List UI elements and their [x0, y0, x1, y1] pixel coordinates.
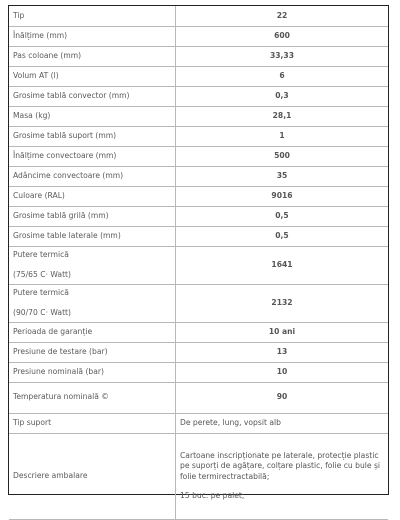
table-row — [9, 106, 388, 126]
row-label: Pas coloane (mm) — [9, 46, 176, 66]
spec-sheet — [8, 5, 389, 500]
table-row — [9, 146, 388, 166]
row-value: 1 — [176, 126, 389, 146]
row-value: 10 ani — [176, 322, 389, 342]
table-row-packaging — [9, 433, 388, 519]
power-label-line2: (90/70 C· Watt) — [13, 308, 71, 317]
row-label — [9, 284, 176, 322]
row-value: 13 — [176, 342, 389, 362]
table-row — [9, 186, 388, 206]
row-label: Culoare (RAL) — [9, 186, 176, 206]
row-label: Presiune de testare (bar) — [9, 342, 176, 362]
row-label: Temperatura nominală © — [9, 382, 176, 413]
table-row — [9, 342, 388, 362]
table-row — [9, 206, 388, 226]
row-label: Înălțime (mm) — [9, 26, 176, 46]
row-value: 0,3 — [176, 86, 389, 106]
row-value: 500 — [176, 146, 389, 166]
row-label: Presiune nominală (bar) — [9, 362, 176, 382]
row-value: 0,5 — [176, 206, 389, 226]
row-label: Grosime tablă suport (mm) — [9, 126, 176, 146]
spec-table — [9, 6, 388, 520]
table-row — [9, 226, 388, 246]
row-label: Grosime table laterale (mm) — [9, 226, 176, 246]
table-row — [9, 66, 388, 86]
row-label: Masa (kg) — [9, 106, 176, 126]
power-label-line1: Putere termică — [13, 287, 69, 297]
row-value: 2132 — [176, 284, 389, 322]
row-value: 28,1 — [176, 106, 389, 126]
row-value: 600 — [176, 26, 389, 46]
row-label: Adâncime convectoare (mm) — [9, 166, 176, 186]
row-label — [9, 246, 176, 284]
table-row — [9, 362, 388, 382]
row-value: 35 — [176, 166, 389, 186]
table-row-support — [9, 413, 388, 433]
table-row-temperature — [9, 382, 388, 413]
row-label: Înălțime convectoare (mm) — [9, 146, 176, 166]
row-label: Grosime tablă convector (mm) — [9, 86, 176, 106]
table-row-power-90-70 — [9, 284, 388, 322]
packaging-text-2: 15 buc. pe palet; — [180, 491, 245, 500]
row-label: Tip — [9, 6, 176, 26]
power-label-line2: (75/65 C· Watt) — [13, 270, 71, 279]
row-value: De perete, lung, vopsit alb — [176, 413, 389, 433]
row-value: 9016 — [176, 186, 389, 206]
row-value: 22 — [176, 6, 389, 26]
row-label: Grosime tablă grilă (mm) — [9, 206, 176, 226]
table-row — [9, 26, 388, 46]
table-row — [9, 126, 388, 146]
power-label-line1: Putere termică — [13, 249, 69, 259]
row-label: Perioada de garanție — [9, 322, 176, 342]
row-value: 33,33 — [176, 46, 389, 66]
table-row — [9, 6, 388, 26]
row-value: 1641 — [176, 246, 389, 284]
row-value: 6 — [176, 66, 389, 86]
table-row — [9, 322, 388, 342]
table-row — [9, 166, 388, 186]
row-label: Volum AT (l) — [9, 66, 176, 86]
row-value: 10 — [176, 362, 389, 382]
table-row — [9, 46, 388, 66]
row-label: Tip suport — [9, 413, 176, 433]
table-row — [9, 86, 388, 106]
row-value: 0,5 — [176, 226, 389, 246]
row-value: 90 — [176, 382, 389, 413]
packaging-text-1: Cartoane inscripționate pe laterale, protecție plastic pe suporți de agățare, colțare plastic, folie cu bule și folie termirectractabilă; — [180, 450, 381, 481]
table-row-power-75-65 — [9, 246, 388, 284]
row-label: Descriere ambalare — [9, 433, 176, 519]
packaging-value — [176, 433, 389, 519]
